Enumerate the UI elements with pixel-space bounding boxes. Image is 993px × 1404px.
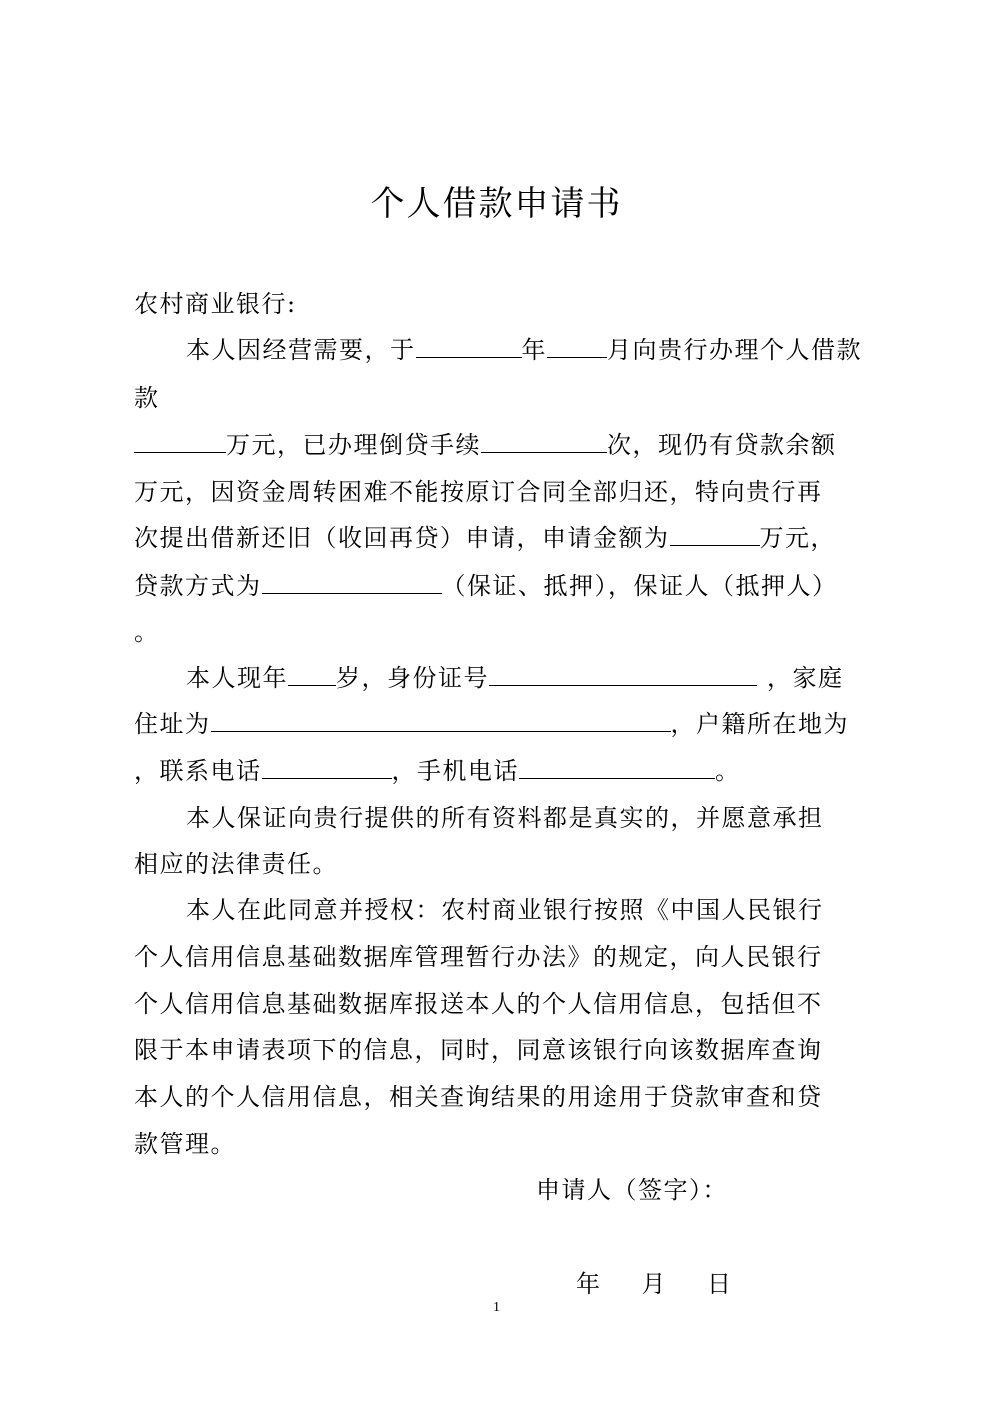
salutation: 农村商业银行: — [134, 290, 297, 318]
p2-text-f: ，联系电话 — [134, 757, 262, 785]
p1-text-c: 月向贵行办理个人借款 — [607, 336, 862, 364]
p1-line2 — [134, 378, 160, 413]
p4-line6: 款管理。 — [134, 1130, 236, 1158]
p3-line2: 相应的法律责任。 — [134, 850, 338, 878]
loan-amount-blank[interactable] — [134, 430, 226, 453]
p1-line3 — [134, 425, 837, 460]
phone-blank[interactable] — [262, 756, 392, 779]
date-year: 年 — [576, 1270, 602, 1298]
p1-text-d: 万元，已办理倒贷手续 — [226, 431, 481, 459]
signature-label: 申请人（签字）： — [536, 1176, 728, 1204]
signature-date — [576, 1264, 733, 1299]
p2-text-e: ，户籍所在地为 — [670, 710, 849, 738]
p2-line3 — [134, 751, 741, 786]
p1-line5 — [134, 518, 836, 553]
p4-line5: 本人的个人信用信息，相关查询结果的用途用于贷款审查和贷 — [134, 1083, 823, 1111]
p1-line4: 万元，因资金周转困难不能按原订合同全部归还，特向贵行再 — [134, 478, 823, 506]
p1-text-j: （保证、抵押），保证人（抵押人） — [441, 572, 838, 600]
p2-text-g: ，手机电话 — [391, 757, 519, 785]
month-blank[interactable] — [547, 335, 607, 358]
p4-line1: 本人在此同意并授权：农村商业银行按照《中国人民银行 — [186, 896, 824, 924]
p4-line3: 个人信用信息基础数据库报送本人的个人信用信息，包括但不 — [134, 990, 823, 1018]
p4-line2: 个人信用信息基础数据库管理暂行办法》的规定，向人民银行 — [134, 943, 823, 971]
p1-line1 — [186, 330, 862, 365]
page-number: 1 — [493, 1300, 500, 1315]
date-day: 日 — [707, 1270, 733, 1298]
date-month: 月 — [641, 1270, 667, 1298]
p3-line1: 本人保证向贵行提供的所有资料都是真实的，并愿意承担 — [186, 804, 824, 832]
p4-line4: 限于本申请表项下的信息，同时，同意该银行向该数据库查询 — [134, 1036, 823, 1064]
renewal-count-blank[interactable] — [481, 430, 607, 453]
p2-text-d: 住址为 — [134, 710, 211, 738]
mobile-blank[interactable] — [519, 756, 715, 779]
p1-text-i: 贷款方式为 — [134, 572, 262, 600]
request-amount-blank[interactable] — [670, 523, 760, 546]
age-blank[interactable] — [288, 663, 336, 686]
p1-text-e: 次，现仍有贷款余额 — [607, 431, 837, 459]
id-number-blank[interactable] — [489, 663, 757, 686]
p2-line1 — [186, 658, 844, 693]
p1-text-b: 年 — [521, 336, 547, 364]
p2-text-h: 。 — [715, 757, 741, 785]
p2-text-c: ，家庭 — [767, 664, 844, 692]
p1-text-h: 万元， — [759, 524, 836, 552]
p1-text-kuan: 款 — [134, 384, 160, 412]
p1-line7: 。 — [134, 618, 160, 646]
p1-line6 — [134, 566, 838, 601]
loan-method-blank[interactable] — [262, 571, 442, 594]
p1-text-g: 次提出借新还旧（收回再贷）申请，申请金额为 — [134, 524, 670, 552]
p2-text-a: 本人现年 — [186, 664, 288, 692]
p2-line2 — [134, 704, 849, 739]
year-blank[interactable] — [416, 335, 522, 358]
p2-text-b: 岁，身份证号 — [336, 664, 489, 692]
document-title: 个人借款申请书 — [370, 184, 623, 224]
address-blank[interactable] — [211, 709, 671, 732]
p1-text-a: 本人因经营需要，于 — [186, 336, 416, 364]
